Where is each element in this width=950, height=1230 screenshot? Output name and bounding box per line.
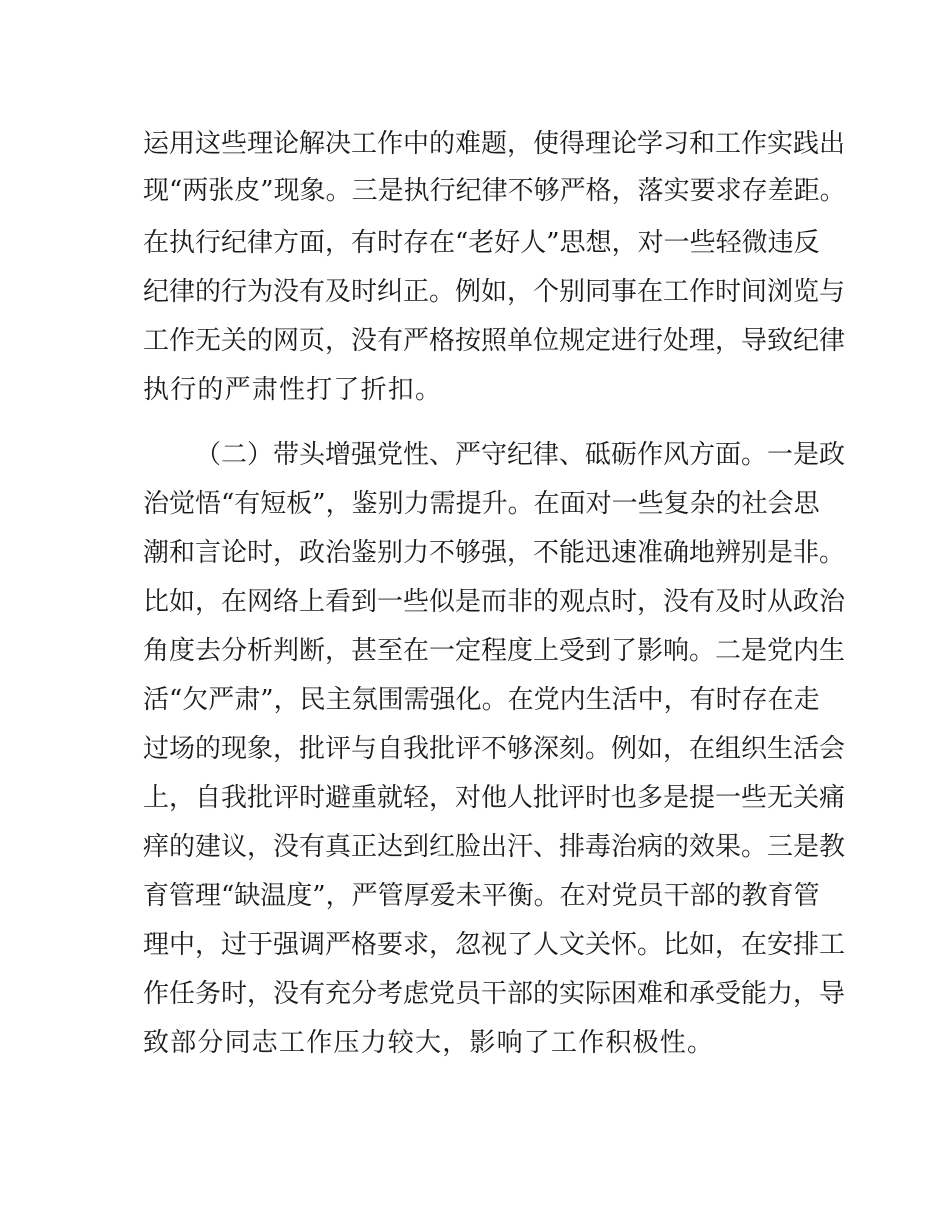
body-text-line: 比如，在网络上看到一些似是而非的观点时，没有及时从政治 bbox=[143, 587, 846, 617]
body-text-line: 角度去分析判断，甚至在一定程度上受到了影响。二是党内生 bbox=[143, 636, 846, 666]
body-text-line: 治觉悟“有短板”，鉴别力需提升。在面对一些复杂的社会思 bbox=[143, 489, 820, 519]
body-text-line: 工作无关的网页，没有严格按照单位规定进行处理，导致纪律 bbox=[143, 326, 846, 356]
body-text-line: 在执行纪律方面，有时存在“老好人”思想，对一些轻微违反 bbox=[143, 228, 820, 258]
body-text-line: 育管理“缺温度”，严管厚爱未平衡。在对党员干部的教育管 bbox=[143, 881, 820, 911]
body-text-line: 过场的现象，批评与自我批评不够深刻。例如，在组织生活会 bbox=[143, 734, 846, 764]
body-text-line: 纪律的行为没有及时纠正。例如，个别同事在工作时间浏览与 bbox=[143, 277, 846, 307]
body-text-line: 执行的严肃性打了折扣。 bbox=[143, 375, 443, 405]
body-text-line: 运用这些理论解决工作中的难题，使得理论学习和工作实践出 bbox=[143, 129, 846, 159]
body-text-line: 活“欠严肃”，民主氛围需强化。在党内生活中，有时存在走 bbox=[143, 685, 820, 715]
paragraph-heading-line: （二）带头增强党性、严守纪律、砥砺作风方面。一是政 bbox=[195, 440, 846, 470]
body-text-line: 理中，过于强调严格要求，忽视了人文关怀。比如，在安排工 bbox=[143, 930, 846, 960]
body-text-line: 作任务时，没有充分考虑党员干部的实际困难和承受能力，导 bbox=[143, 979, 846, 1009]
body-text-line: 痒的建议，没有真正达到红脸出汗、排毒治病的效果。三是教 bbox=[143, 832, 846, 862]
body-text-line: 致部分同志工作压力较大，影响了工作积极性。 bbox=[143, 1028, 715, 1058]
body-text-line: 潮和言论时，政治鉴别力不够强，不能迅速准确地辨别是非。 bbox=[143, 538, 846, 568]
body-text-line: 上，自我批评时避重就轻，对他人批评时也多是提一些无关痛 bbox=[143, 783, 846, 813]
body-text-line: 现“两张皮”现象。三是执行纪律不够严格，落实要求存差距。 bbox=[143, 176, 846, 206]
